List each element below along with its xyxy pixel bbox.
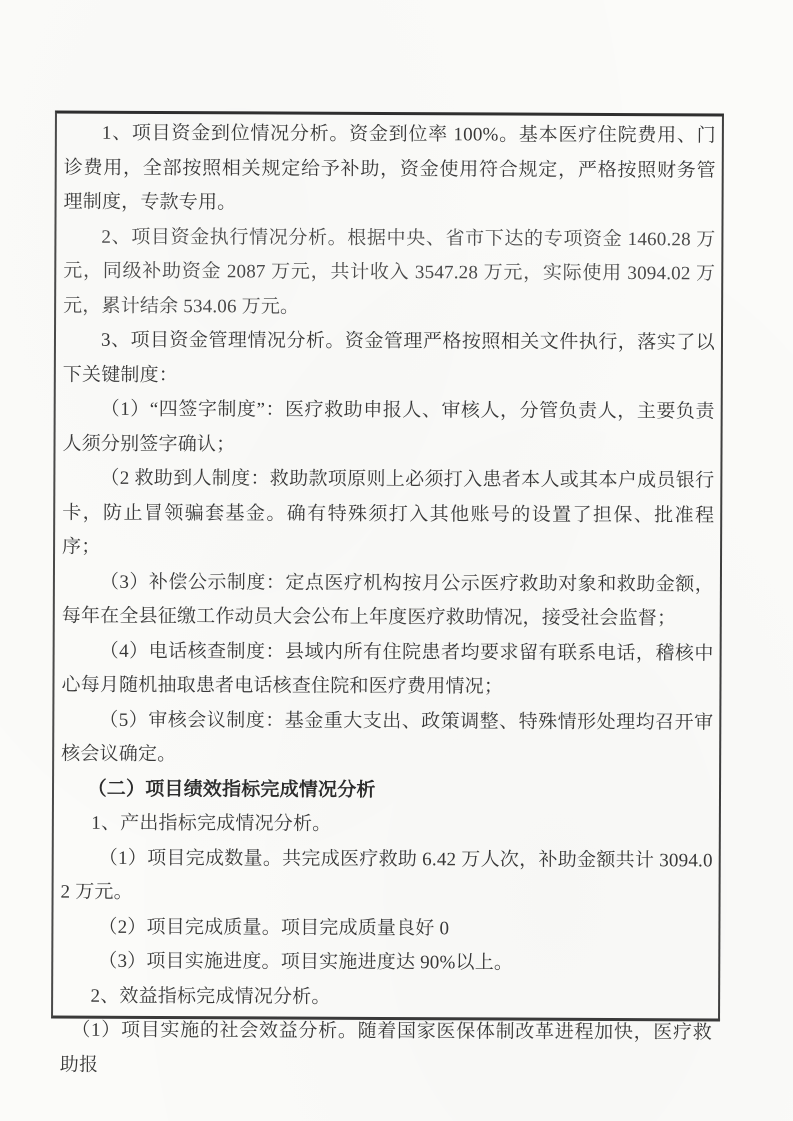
- report-paragraph: 2、项目资金执行情况分析。根据中央、省市下达的专项资金 1460.28 万元，同级补助资金 2087 万元，共计收入 3547.28 万元，实际使用 3094.02 万元，累计结余 534.06 万元。: [63, 226, 716, 318]
- report-text-box: [51, 111, 724, 1076]
- report-paragraph: （2）项目完成质量。项目完成质量良好 0: [98, 916, 450, 939]
- report-paragraph: 3、项目资金管理情况分析。资金管理严格按照相关文件执行，落实了以下关键制度：: [62, 329, 716, 386]
- report-paragraph: （2 救助到人制度：救助款项原则上必须打入患者本人或其本户成员银行卡，防止冒领骗套基金。确有特殊须打入其他账号的设置了担保、批准程序；: [62, 467, 715, 558]
- report-paragraph: （3）项目实施进度。项目实施进度达 90%以上。: [98, 950, 514, 974]
- report-paragraph: （1）“四签字制度”：医疗救助申报人、审核人，分管负责人，主要负责人须分别签字确认；: [62, 398, 715, 455]
- report-paragraph: （1）项目完成数量。共完成医疗救助 6.42 万人次，补助金额共计 3094.02 万元。: [60, 847, 713, 903]
- report-paragraph: （1）项目实施的社会效益分析。随着国家医保体制改革进程加快，医疗救助报: [59, 1019, 713, 1076]
- report-paragraph: 1、产出指标完成情况分析。: [91, 812, 332, 835]
- report-paragraph: 2、效益指标完成情况分析。: [90, 985, 331, 1008]
- report-paragraph: 1、项目资金到位情况分析。资金到位率 100%。基本医疗住院费用、门诊费用，全部按照相关规定给予补助，资金使用符合规定，严格按照财务管理制度，专款专用。: [63, 122, 716, 214]
- report-paragraph: （3）补偿公示制度：定点医疗机构按月公示医疗救助对象和救助金额，每年在全县征缴工作动员大会公布上年度医疗救助情况，接受社会监督；: [61, 571, 714, 630]
- section-heading: （二）项目绩效指标完成情况分析: [87, 778, 376, 801]
- report-paragraph: （4）电话核查制度：县域内所有住院患者均要求留有联系电话，稽核中心每月随机抽取患者电话核查住院和医疗费用情况；: [61, 640, 714, 698]
- report-paragraph: （5）审核会议制度：基金重大支出、政策调整、特殊情形处理均召开审核会议确定。: [61, 709, 714, 766]
